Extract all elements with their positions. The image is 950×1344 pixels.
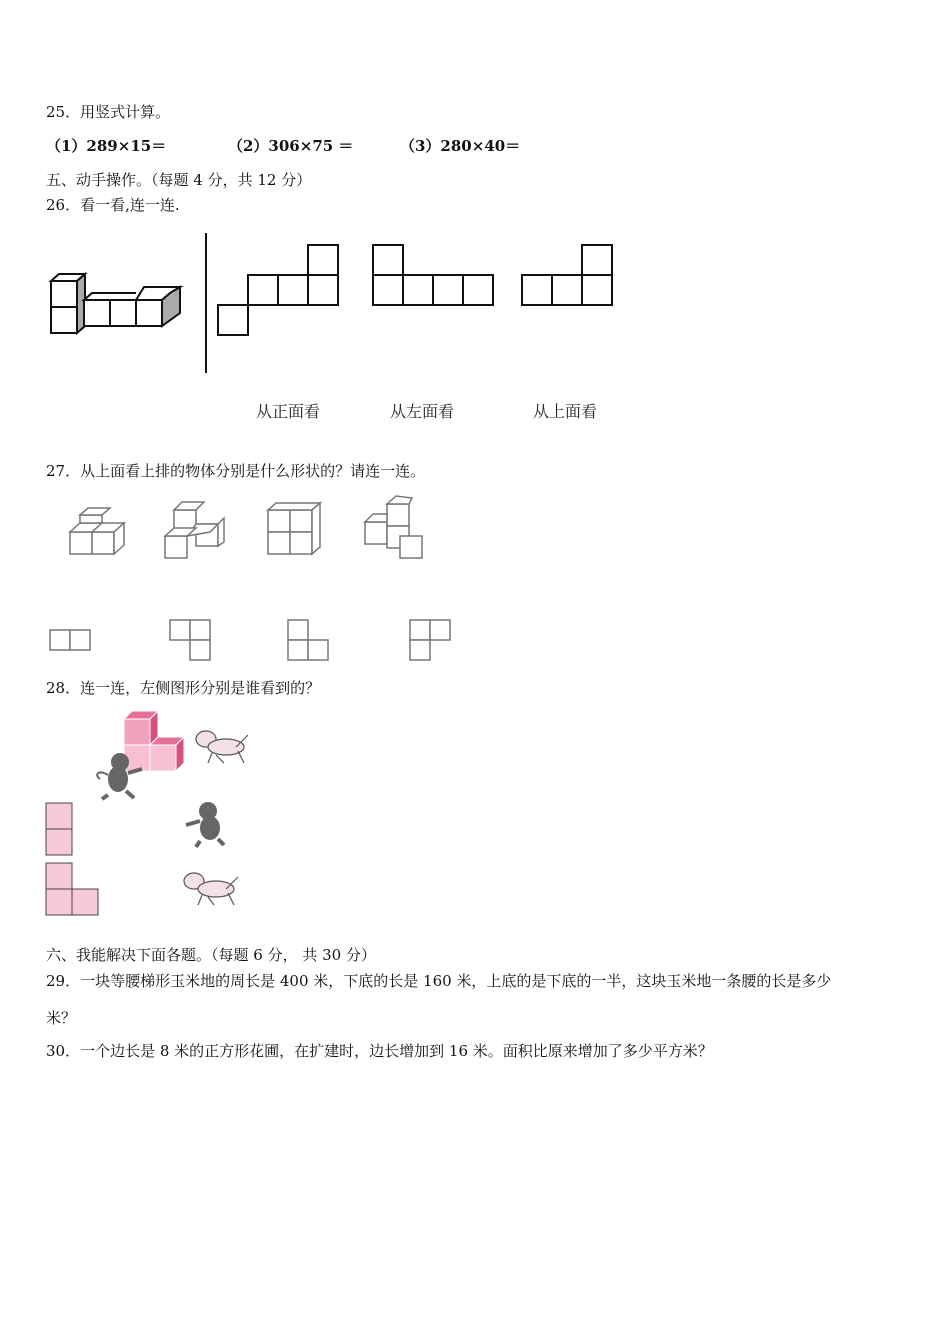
- q27-figure: [40, 490, 480, 670]
- q26-title: 26．看一看,连一连.: [46, 196, 180, 214]
- q28-shape-2: [46, 863, 98, 915]
- q27-title: 27．从上面看上排的物体分别是什么形状的？请连一连。: [46, 462, 426, 480]
- q29-line-1: 29．一块等腰梯形玉米地的周长是 400 米，下底的长是 160 米，上底的是下底的一半，这块玉米地一条腰的长是多少: [46, 972, 832, 990]
- section6-title: 六、我能解决下面各题。（每题 6 分， 共 30 分）: [46, 946, 376, 964]
- q28-monkey-2-icon: [186, 802, 224, 847]
- q28-pink-solid: [124, 711, 184, 771]
- q27-top-view-1: [50, 630, 90, 650]
- q27-object-1: [70, 508, 124, 554]
- q25-item-1: （1）289×15＝: [46, 137, 167, 155]
- q28-figure: [40, 705, 300, 925]
- q26-view-1: [218, 245, 338, 335]
- q27-object-4: [365, 496, 422, 558]
- q26-cube-solid: [51, 274, 180, 333]
- q27-object-2: [165, 502, 224, 558]
- q28-dog-icon: [196, 731, 248, 763]
- q29-line-2: 米？: [46, 1009, 77, 1027]
- q27-top-view-2: [170, 620, 210, 660]
- q28-title: 28．连一连，左侧图形分别是谁看到的？: [46, 679, 321, 697]
- q25-item-3: （3）280×40＝: [400, 137, 521, 155]
- q27-object-3: [268, 503, 320, 554]
- q28-dog-2-icon: [184, 873, 238, 905]
- q30-text: 30．一个边长是 8 米的正方形花圃，在扩建时，边长增加到 16 米。面积比原来增加了多少平方米？: [46, 1042, 713, 1060]
- q26-label-front: 从正面看: [256, 402, 321, 421]
- q26-view-3: [522, 245, 612, 305]
- q27-top-view-4: [410, 620, 450, 660]
- q27-top-view-3: [288, 620, 328, 660]
- q26-label-left: 从左面看: [390, 402, 455, 421]
- section5-title: 五、动手操作。（每题 4 分，共 12 分）: [46, 171, 312, 189]
- q26-figure: [40, 225, 640, 385]
- q25-item-2: （2）306×75 ＝: [228, 137, 354, 155]
- q28-shape-1: [46, 803, 72, 855]
- q25-title: 25．用竖式计算。: [46, 103, 171, 121]
- q26-label-top: 从上面看: [533, 402, 598, 421]
- q26-view-2: [373, 245, 493, 305]
